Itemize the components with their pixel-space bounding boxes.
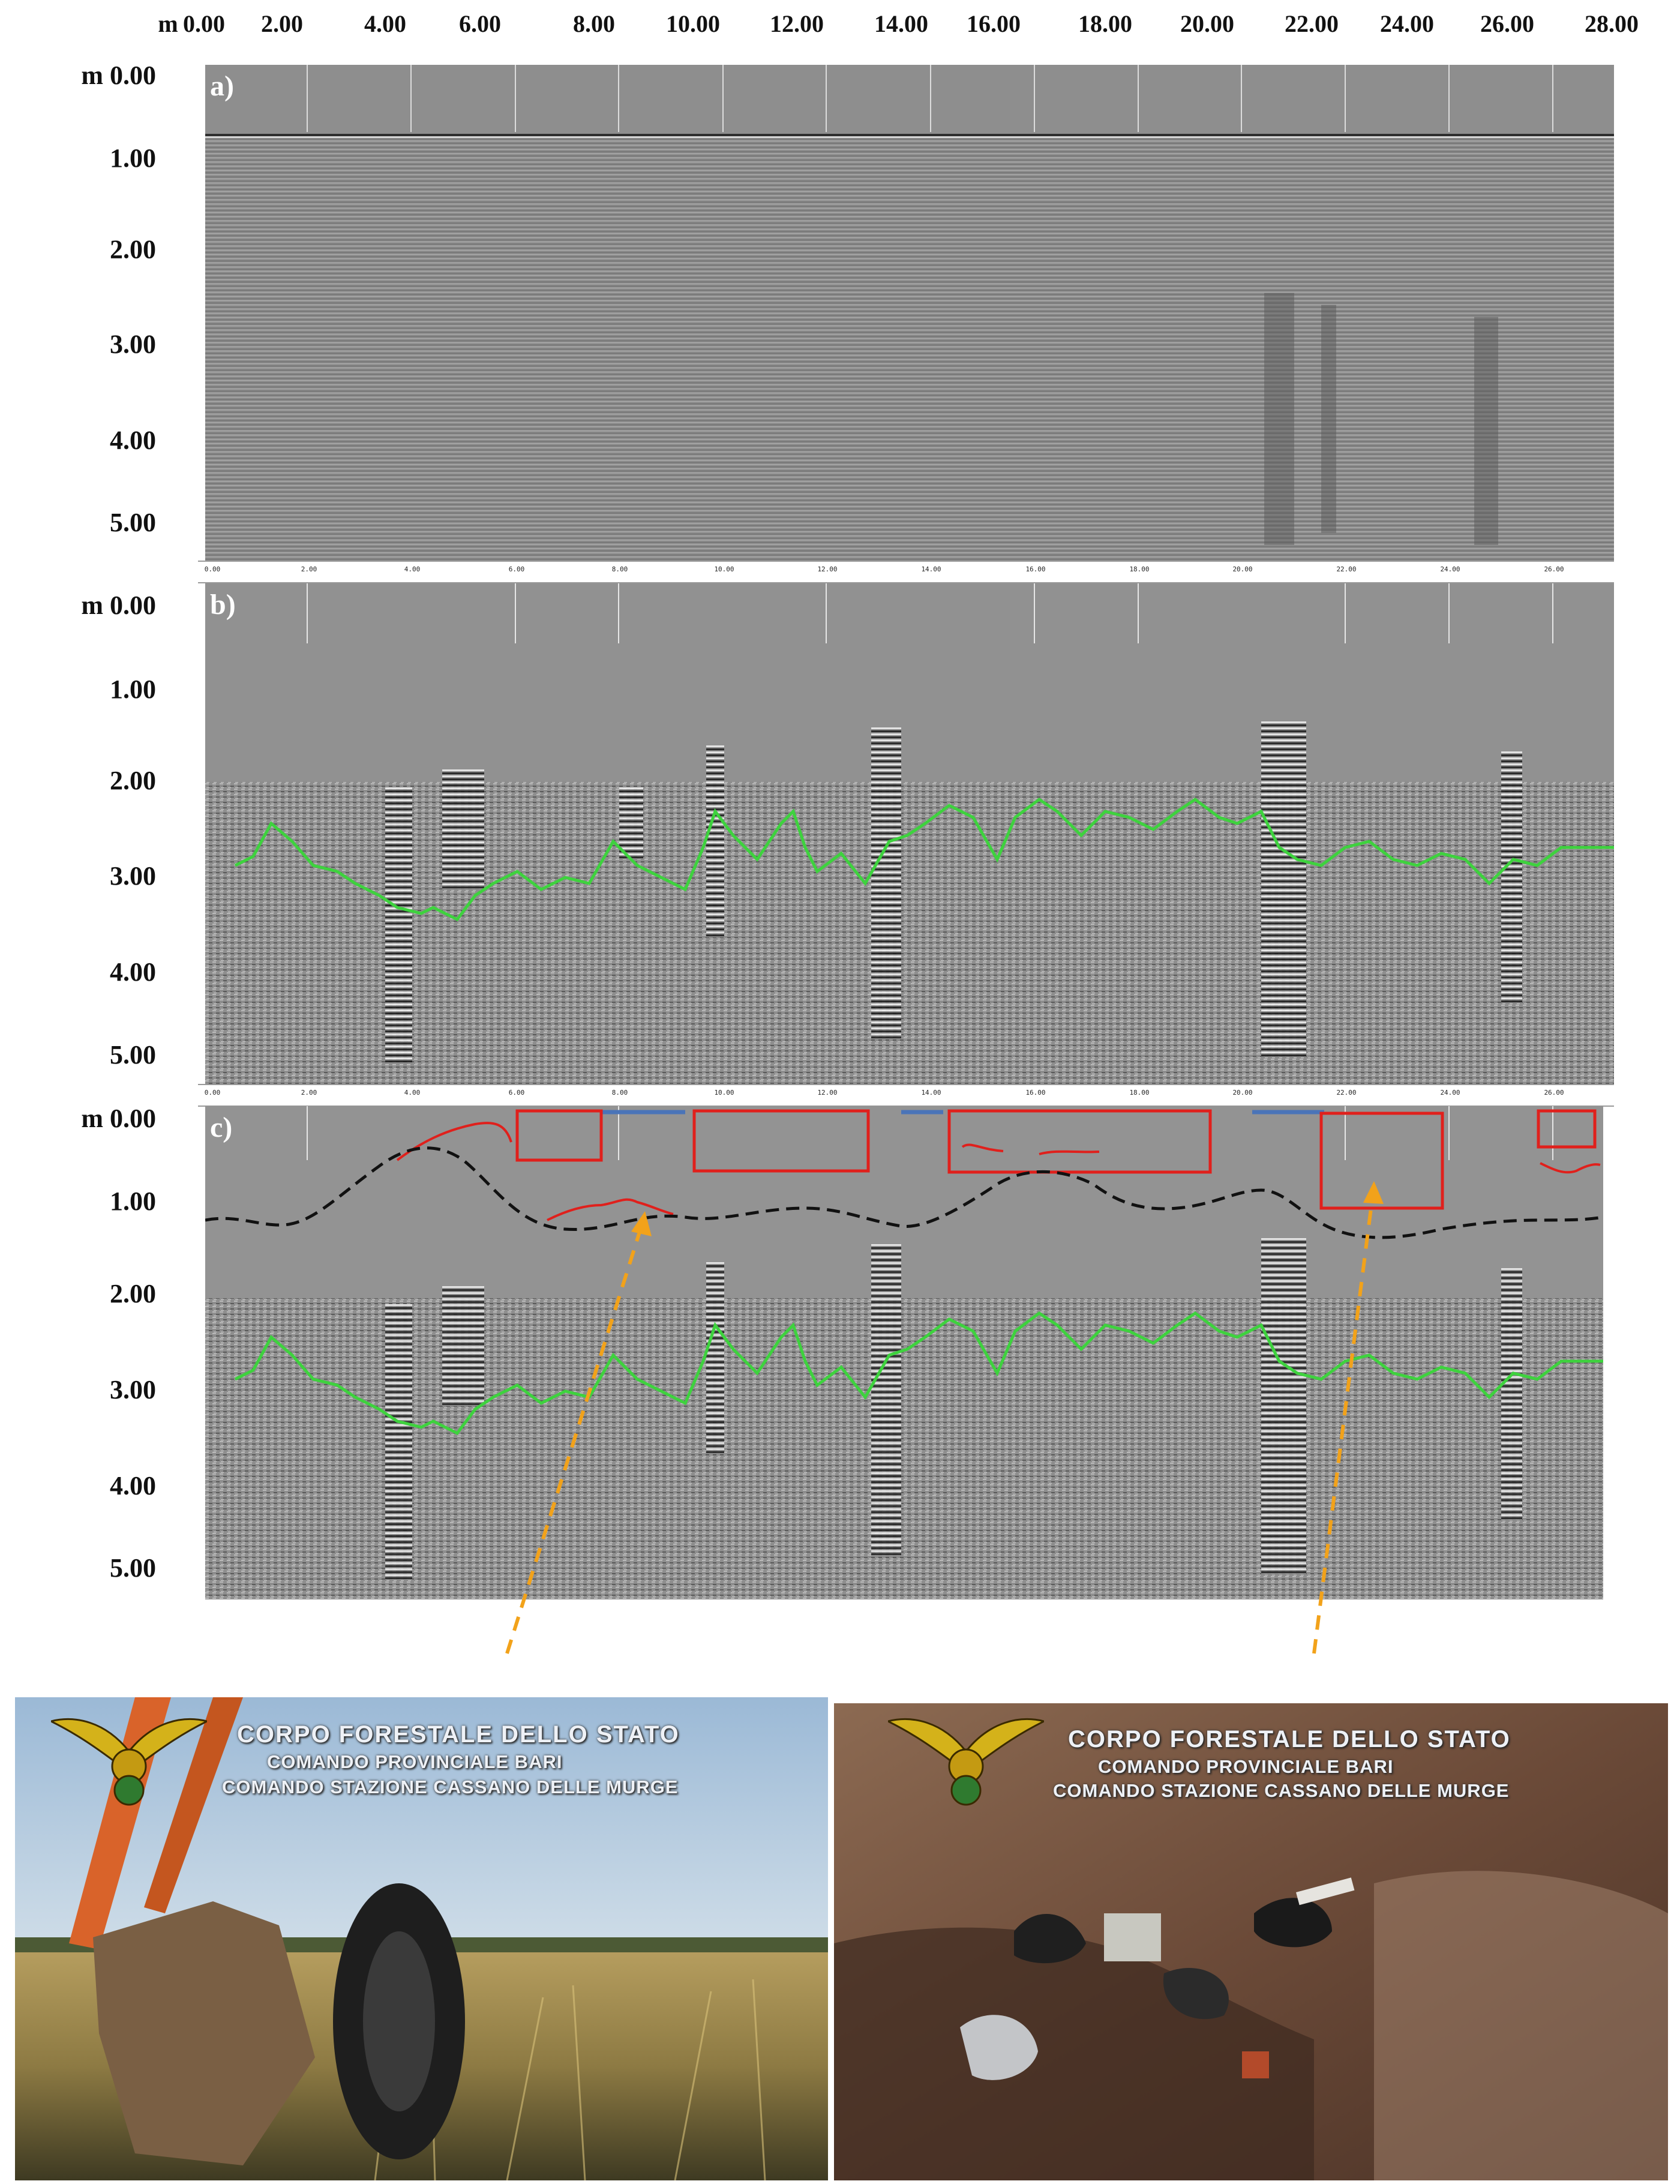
mini-tick: 4.00 <box>404 565 421 573</box>
x-tick: 2.00 <box>261 10 303 37</box>
y-tick: 2.00 <box>110 1279 156 1308</box>
y-tick: 1.00 <box>110 675 156 704</box>
mini-tick: 16.00 <box>1025 1089 1046 1097</box>
mini-tick: 22.00 <box>1336 1089 1357 1097</box>
photo-excavation-pit <box>834 1703 1668 2180</box>
mini-tick: 10.00 <box>714 1089 734 1097</box>
y-tick: 5.00 <box>110 508 156 537</box>
arrowhead-right <box>1363 1181 1384 1204</box>
orange-arrow-right <box>1314 1194 1373 1653</box>
y-tick: 4.00 <box>110 1471 156 1500</box>
mini-tick: 12.00 <box>817 1089 838 1097</box>
mini-tick: 0.00 <box>204 565 221 573</box>
y-tick: 2.00 <box>110 235 156 264</box>
x-tick: 22.00 <box>1285 10 1339 37</box>
mini-tick: 26.00 <box>1544 1089 1564 1097</box>
x-tick: 16.00 <box>967 10 1021 37</box>
watermark-line3: COMANDO STAZIONE CASSANO DELLE MURGE <box>1053 1780 1510 1801</box>
y-tick: 4.00 <box>110 957 156 987</box>
mini-tick: 14.00 <box>921 1089 941 1097</box>
mini-tick: 12.00 <box>817 565 838 573</box>
mini-tick: 18.00 <box>1129 1089 1150 1097</box>
mini-tick: 6.00 <box>508 565 525 573</box>
x-tick: 14.00 <box>874 10 928 37</box>
x-tick: 6.00 <box>459 10 501 37</box>
watermark-line2: COMANDO PROVINCIALE BARI <box>267 1751 563 1772</box>
y-tick: 3.00 <box>110 861 156 891</box>
arrowhead-left <box>631 1211 652 1236</box>
watermark-line3: COMANDO STAZIONE CASSANO DELLE MURGE <box>222 1776 679 1797</box>
watermark-line2: COMANDO PROVINCIALE BARI <box>1098 1756 1394 1777</box>
y-tick: m 0.00 <box>81 61 156 90</box>
mini-tick: 24.00 <box>1440 565 1460 573</box>
mini-tick: 24.00 <box>1440 1089 1460 1097</box>
mini-tick: 0.00 <box>204 1089 221 1097</box>
x-tick: 20.00 <box>1180 10 1234 37</box>
mini-tick: 20.00 <box>1232 1089 1253 1097</box>
y-tick: m 0.00 <box>81 1104 156 1133</box>
mini-tick: 10.00 <box>714 565 734 573</box>
mini-tick: 4.00 <box>404 1089 421 1097</box>
y-tick: 2.00 <box>110 766 156 795</box>
mini-tick: 6.00 <box>508 1089 525 1097</box>
panel-label-a: a) <box>210 70 234 102</box>
watermark-line1: CORPO FORESTALE DELLO STATO <box>1068 1726 1511 1752</box>
mini-tick: 8.00 <box>611 565 628 573</box>
y-tick: 1.00 <box>110 143 156 173</box>
panel-label-b: b) <box>210 589 236 621</box>
x-tick: 0.00 <box>183 10 225 37</box>
mini-tick: 22.00 <box>1336 565 1357 573</box>
mini-tick: 18.00 <box>1129 565 1150 573</box>
mini-tick: 8.00 <box>611 1089 628 1097</box>
mini-tick: 26.00 <box>1544 565 1564 573</box>
y-tick: 5.00 <box>110 1553 156 1583</box>
y-tick: m 0.00 <box>81 591 156 620</box>
orange-arrow-left <box>507 1224 642 1653</box>
y-tick: 3.00 <box>110 1375 156 1404</box>
mini-tick: 2.00 <box>301 1089 317 1097</box>
x-tick: 28.00 <box>1585 10 1639 37</box>
debris-box <box>1104 1913 1161 1961</box>
y-tick: 1.00 <box>110 1187 156 1216</box>
panel-label-c: c) <box>210 1112 233 1143</box>
forestry-eagle-logo <box>51 1709 207 1817</box>
mini-tick: 20.00 <box>1232 565 1253 573</box>
y-tick: 4.00 <box>110 426 156 455</box>
photo-excavator <box>15 1697 828 2180</box>
forestry-eagle-logo <box>888 1709 1044 1817</box>
y-tick: 3.00 <box>110 329 156 359</box>
x-tick: 18.00 <box>1078 10 1132 37</box>
x-tick: 26.00 <box>1480 10 1534 37</box>
x-tick: 10.00 <box>666 10 720 37</box>
mini-tick: 16.00 <box>1025 565 1046 573</box>
watermark-line1: CORPO FORESTALE DELLO STATO <box>237 1721 680 1748</box>
x-tick: 8.00 <box>573 10 615 37</box>
mini-tick: 14.00 <box>921 565 941 573</box>
y-tick: 5.00 <box>110 1040 156 1069</box>
x-axis-unit: m <box>158 10 178 37</box>
x-tick: 24.00 <box>1380 10 1434 37</box>
x-tick: 12.00 <box>770 10 824 37</box>
mini-tick: 2.00 <box>301 565 317 573</box>
x-tick: 4.00 <box>364 10 406 37</box>
